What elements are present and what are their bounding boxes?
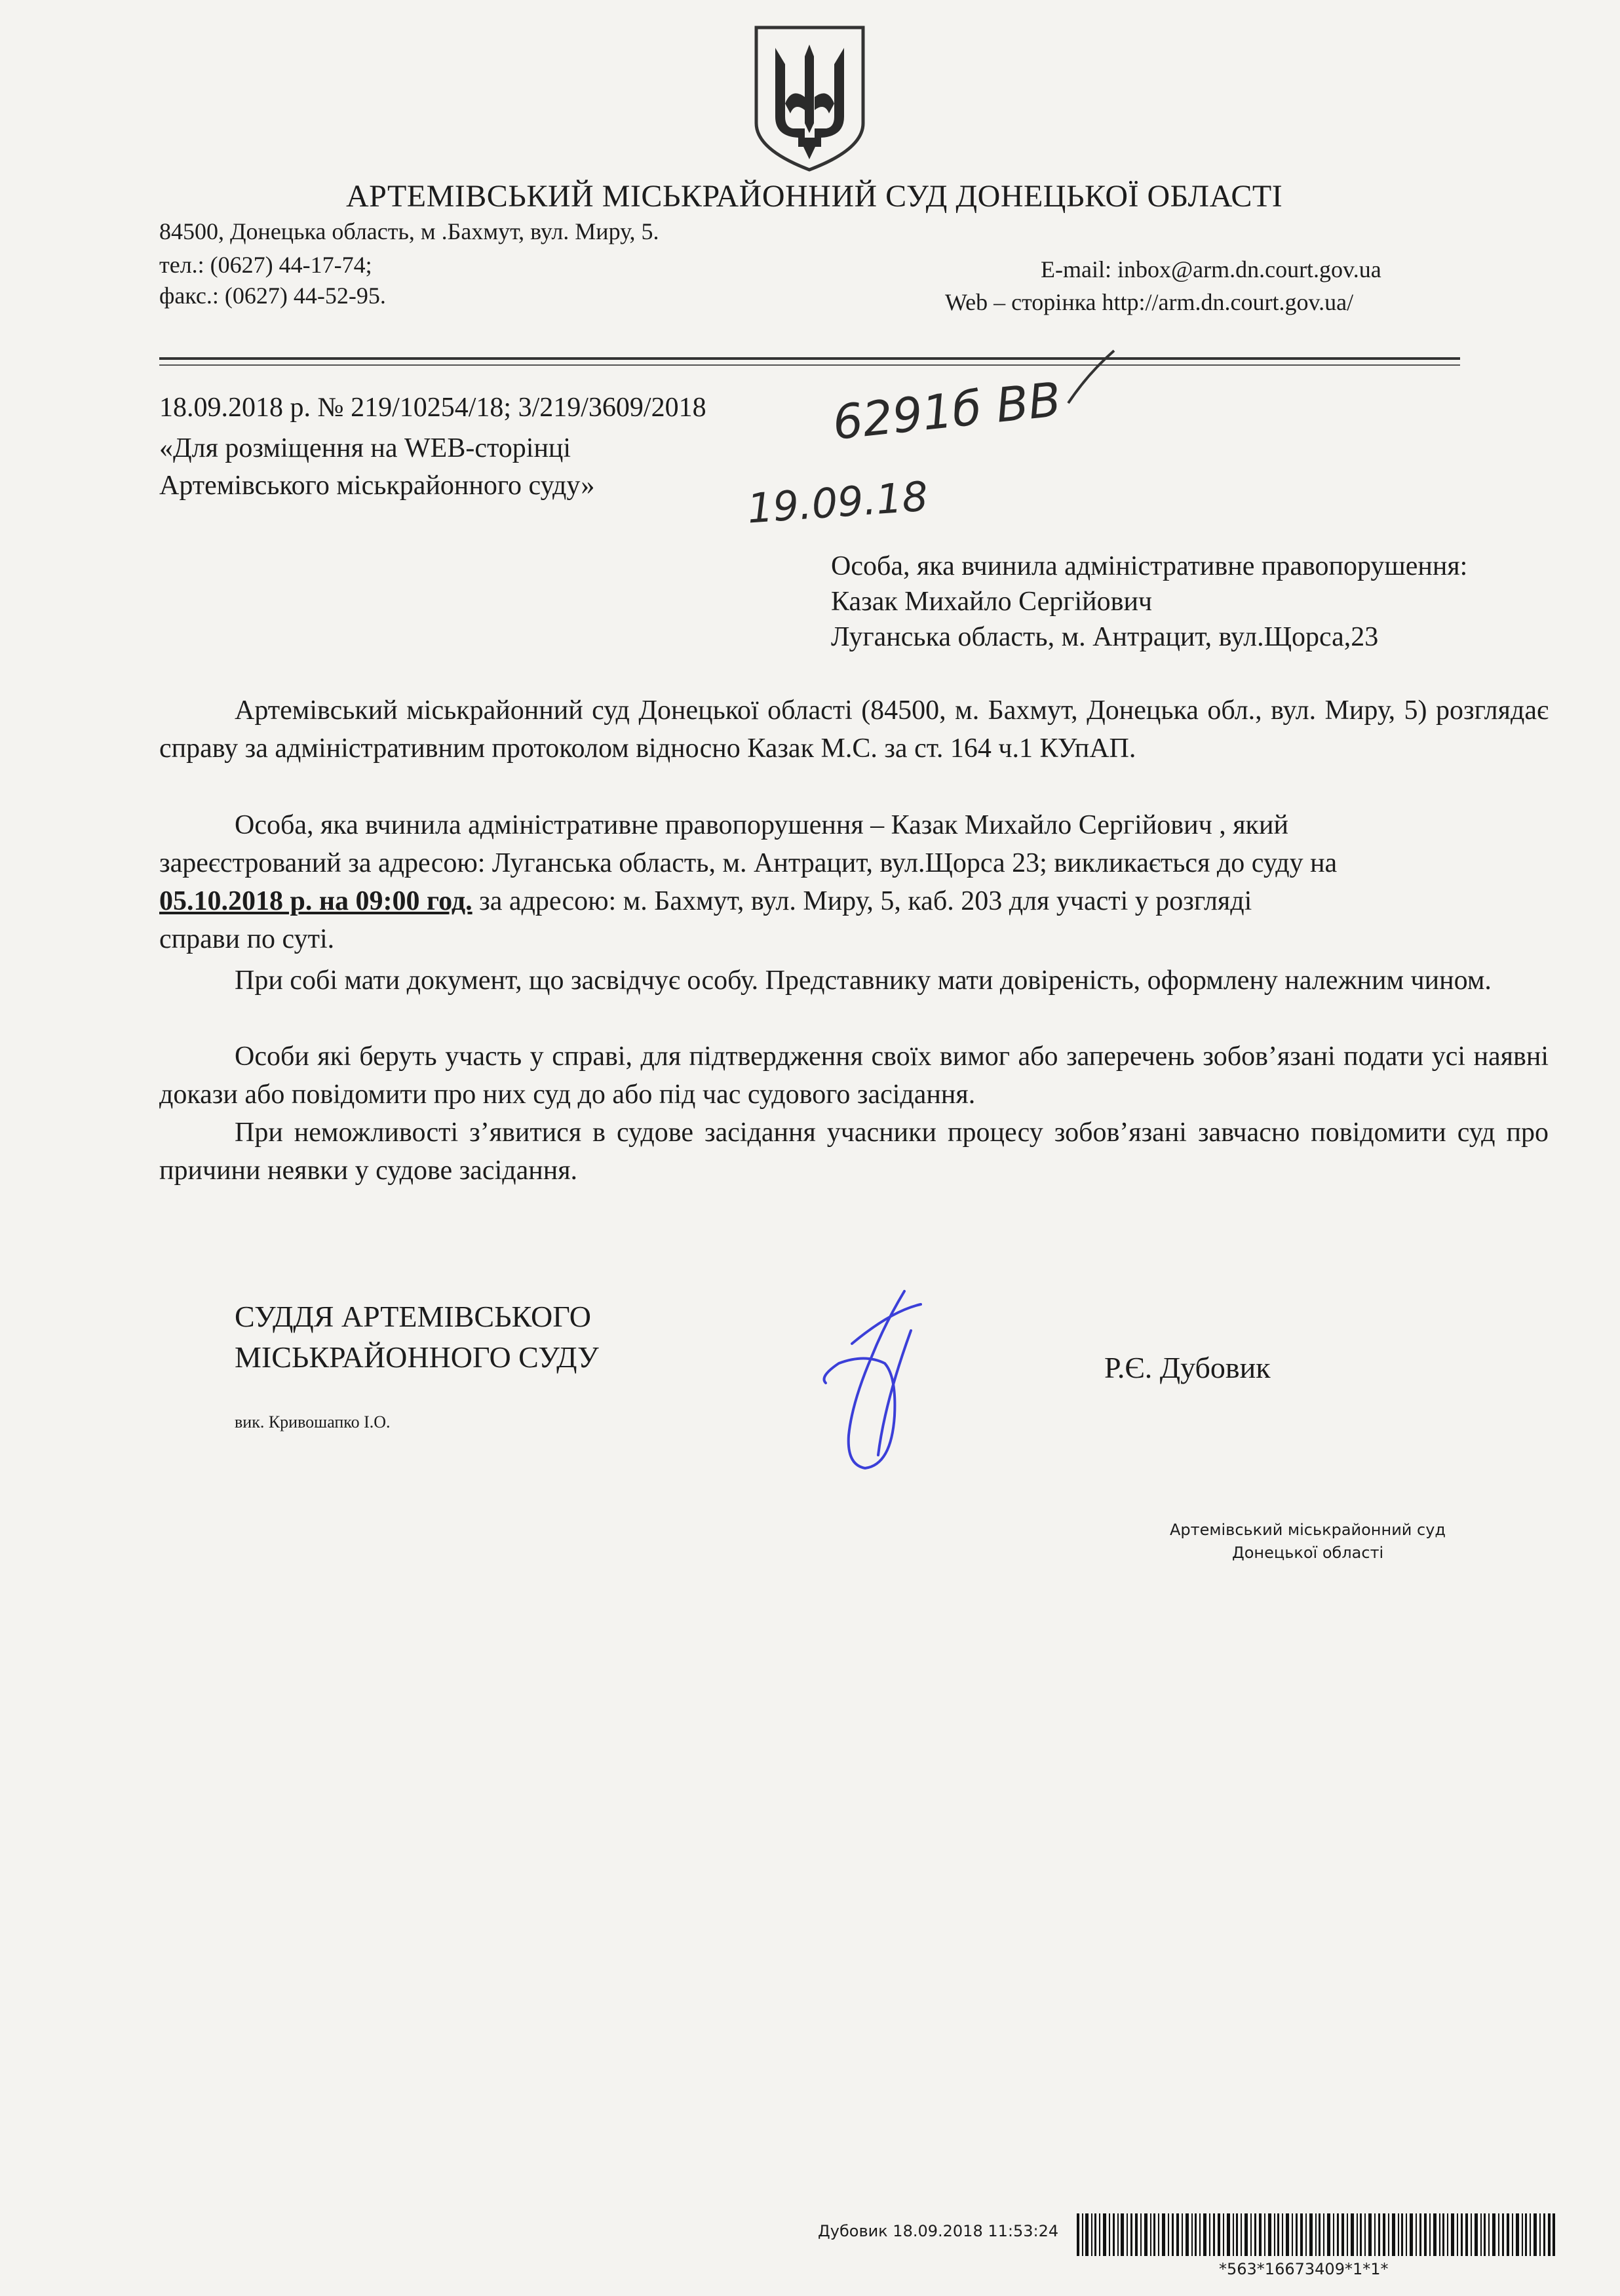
judge-title-line2: МІСЬКРАЙОННОГО СУДУ — [235, 1340, 599, 1374]
web-note-line2: Артемівського міськрайонного суду» — [159, 471, 595, 501]
body-paragraph-2-line4: справи по суті. — [159, 924, 335, 954]
body-paragraph-5: При неможливості з’явитися в судове засідання учасники процесу зобов’язані завчасно повідомити суд про причини неявки у судове засідання. — [159, 1118, 1549, 1186]
handwritten-date: 19.09.18 — [745, 472, 930, 533]
court-address: 84500, Донецька область, м .Бахмут, вул. Миру, 5. — [159, 218, 659, 244]
coat-of-arms-icon — [752, 25, 867, 172]
executor-name: вик. Кривошапко І.О. — [235, 1412, 391, 1431]
recipient-role: Особа, яка вчинила адміністративне правопорушення: — [831, 551, 1468, 581]
hearing-date-time: 05.10.2018 р. на 09:00 год. — [159, 886, 473, 916]
court-web: Web – сторінка http://arm.dn.court.gov.ua/ — [945, 289, 1354, 315]
court-fax: факс.: (0627) 44-52-95. — [159, 282, 386, 309]
court-name: АРТЕМІВСЬКИЙ МІСЬКРАЙОННИЙ СУД ДОНЕЦЬКОЇ ОБЛАСТІ — [346, 179, 1283, 214]
handwritten-stroke — [1022, 347, 1121, 406]
body-paragraph-2-line3 — [159, 882, 1252, 920]
stamp-signed-timestamp: Дубовик 18.09.2018 11:53:24 — [818, 2222, 1059, 2240]
body-paragraph-1: Артемівський міськрайонний суд Донецької області (84500, м. Бахмут, Донецька обл., вул. Миру, 5) розглядає справу за адміністративним протоколом відносно Казак М.С. за ст. 164 ч.1 КУпАП. — [159, 695, 1549, 764]
barcode-text: *563*16673409*1*1* — [1219, 2260, 1389, 2278]
hearing-location: за адресою: м. Бахмут, вул. Миру, 5, каб. 203 для участі у розгляді — [472, 886, 1252, 916]
judge-title-line1: СУДДЯ АРТЕМІВСЬКОГО — [235, 1300, 591, 1333]
judge-name: Р.Є. Дубовик — [1104, 1351, 1271, 1384]
stamp-court-line2: Донецької області — [1232, 1544, 1384, 1562]
handwritten-registration-number: 6291б ВВ — [830, 371, 1064, 451]
court-email: E-mail: inbox@arm.dn.court.gov.ua — [1041, 256, 1381, 282]
signature-scribble — [813, 1285, 944, 1481]
stamp-court-line1: Артемівський міськрайонний суд — [1170, 1521, 1446, 1539]
body-paragraph-2-line2: зареєстрований за адресою: Луганська область, м. Антрацит, вул.Щорса 23; викликається до суду на — [159, 848, 1338, 878]
recipient-address: Луганська область, м. Антрацит, вул.Щорса,23 — [831, 622, 1379, 652]
header-divider-thin — [159, 364, 1460, 366]
body-paragraph-3: При собі мати документ, що засвідчує особу. Представнику мати довіреність, оформлену належним чином. — [235, 965, 1492, 996]
header-divider — [159, 357, 1460, 360]
recipient-name: Казак Михайло Сергійович — [831, 587, 1153, 617]
document-barcode — [1077, 2213, 1555, 2256]
body-paragraph-4: Особи які беруть участь у справі, для підтвердження своїх вимог або заперечень зобов’язані подати усі наявні докази або повідомити про них суд до або під час судового засідання. — [159, 1041, 1549, 1110]
court-phone: тел.: (0627) 44-17-74; — [159, 252, 372, 278]
web-note-line1: «Для розміщення на WEB-сторінці — [159, 433, 571, 463]
body-paragraph-2-line1: Особа, яка вчинила адміністративне правопорушення – Казак Михайло Сергійович , який — [235, 810, 1288, 840]
letter-date-number: 18.09.2018 р. № 219/10254/18; 3/219/3609/2018 — [159, 393, 706, 423]
